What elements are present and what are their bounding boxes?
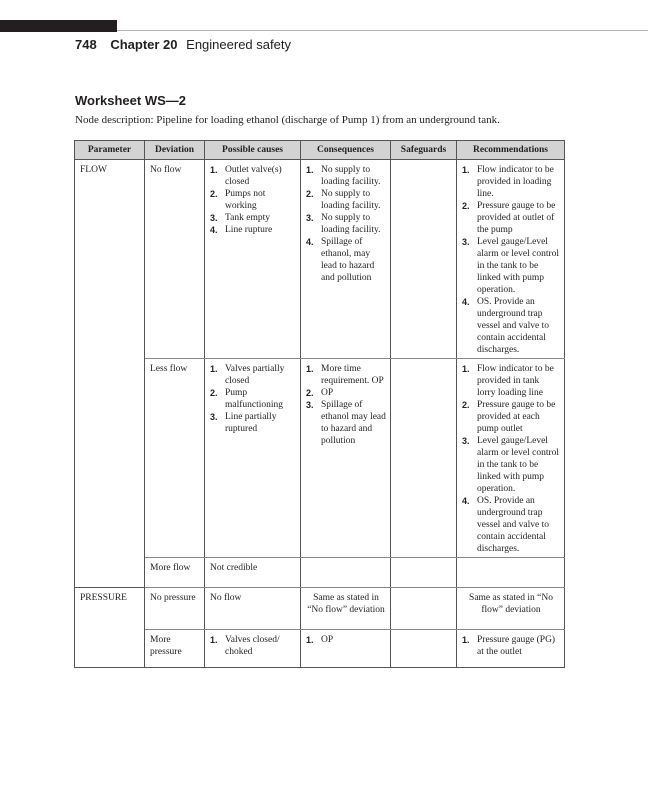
causes-cell (205, 359, 301, 558)
causes-cell: Not credible (205, 558, 301, 588)
list-item: 4. Line rupture (210, 225, 273, 235)
list-item: 1. Pressure gauge (PG) at the outlet (462, 635, 556, 657)
list-item: 2. Pressure gauge to be provided at outlet of the pump (462, 201, 556, 235)
table-row (75, 588, 565, 630)
deviation-cell: Less flow (145, 359, 205, 558)
table-row (75, 359, 565, 558)
list-item: 1. No supply to loading facility. (306, 165, 381, 187)
list-item: 3. Level gauge/Level alarm or level control in the tank to be linked with pump operation. (462, 436, 560, 494)
safeguards-cell (391, 588, 457, 630)
consequences-cell (301, 558, 391, 588)
causes-cell: No flow (205, 588, 301, 630)
list-item: 1. Outlet valve(s) closed (210, 165, 282, 187)
parameter-cell (75, 359, 145, 558)
safeguards-cell (391, 630, 457, 668)
consequences-cell (301, 630, 391, 668)
parameter-cell (75, 630, 145, 668)
column-header: Recommendations (457, 141, 565, 160)
list-item: 1. OP (306, 635, 334, 645)
deviation-cell: More flow (145, 558, 205, 588)
list-item: 3. Level gauge/Level alarm or level control in the tank to be linked with pump operation. (462, 237, 560, 295)
list-item: 1. Flow indicator to be provided in tank lorry loading line (462, 364, 554, 398)
chapter-label: Chapter 20 (110, 37, 178, 52)
consequences-cell (301, 160, 391, 359)
list-item: 4. Spillage of ethanol, may lead to hazard and pollution (306, 237, 375, 283)
node-description: Node description: Pipeline for loading ethanol (discharge of Pump 1) from an underground tank. (75, 114, 500, 126)
list-item: 1. More time requirement. OP (306, 364, 384, 386)
header-bar (0, 20, 117, 32)
list-item: 1. Valves closed/ choked (210, 635, 280, 657)
header-rule (117, 30, 648, 31)
list-item: 1. Valves partially closed (210, 364, 285, 386)
table-row (75, 630, 565, 668)
safeguards-cell (391, 160, 457, 359)
list-item: 3. No supply to loading facility. (306, 213, 381, 235)
list-item: 3. Line partially ruptured (210, 412, 277, 434)
table-header-row (75, 141, 565, 160)
safeguards-cell (391, 359, 457, 558)
column-header: Deviation (145, 141, 205, 160)
list-item: 2. Pressure gauge to be provided at each pump outlet (462, 400, 556, 434)
page-number: 748 (75, 37, 97, 52)
hazop-worksheet-table (74, 140, 565, 668)
parameter-cell: PRESSURE (75, 588, 145, 630)
list-item: 2. OP (306, 388, 334, 398)
column-header: Possible causes (205, 141, 301, 160)
running-head (75, 37, 291, 52)
list-item: 2. Pumps not working (210, 189, 266, 211)
column-header: Parameter (75, 141, 145, 160)
recommendations-cell (457, 359, 565, 558)
list-item: 3. Spillage of ethanol may lead to hazard and pollution (306, 400, 386, 446)
consequences-cell (301, 359, 391, 558)
list-item: 3. Tank empty (210, 213, 270, 223)
list-item: 2. Pump malfunctioning (210, 388, 284, 410)
table-row (75, 160, 565, 359)
list-item: 4. OS. Provide an underground trap vessel and valve to contain accidental discharges. (462, 496, 550, 554)
causes-cell (205, 630, 301, 668)
recommendations-cell: Same as stated in “No flow” deviation (457, 588, 565, 630)
consequences-cell: Same as stated in “No flow” deviation (301, 588, 391, 630)
recommendations-cell (457, 558, 565, 588)
worksheet-title: Worksheet WS—2 (75, 93, 187, 108)
table-row (75, 558, 565, 588)
list-item: 1. Flow indicator to be provided in loading line. (462, 165, 554, 199)
list-item: 2. No supply to loading facility. (306, 189, 381, 211)
deviation-cell: No flow (145, 160, 205, 359)
safeguards-cell (391, 558, 457, 588)
chapter-title: Engineered safety (186, 37, 291, 52)
column-header: Safeguards (391, 141, 457, 160)
deviation-cell: More pressure (145, 630, 205, 668)
causes-cell (205, 160, 301, 359)
column-header: Consequences (301, 141, 391, 160)
recommendations-cell (457, 160, 565, 359)
deviation-cell: No pressure (145, 588, 205, 630)
parameter-cell (75, 558, 145, 588)
parameter-cell: FLOW (75, 160, 145, 359)
recommendations-cell (457, 630, 565, 668)
list-item: 4. OS. Provide an underground trap vessel and valve to contain accidental discharges. (462, 297, 550, 355)
